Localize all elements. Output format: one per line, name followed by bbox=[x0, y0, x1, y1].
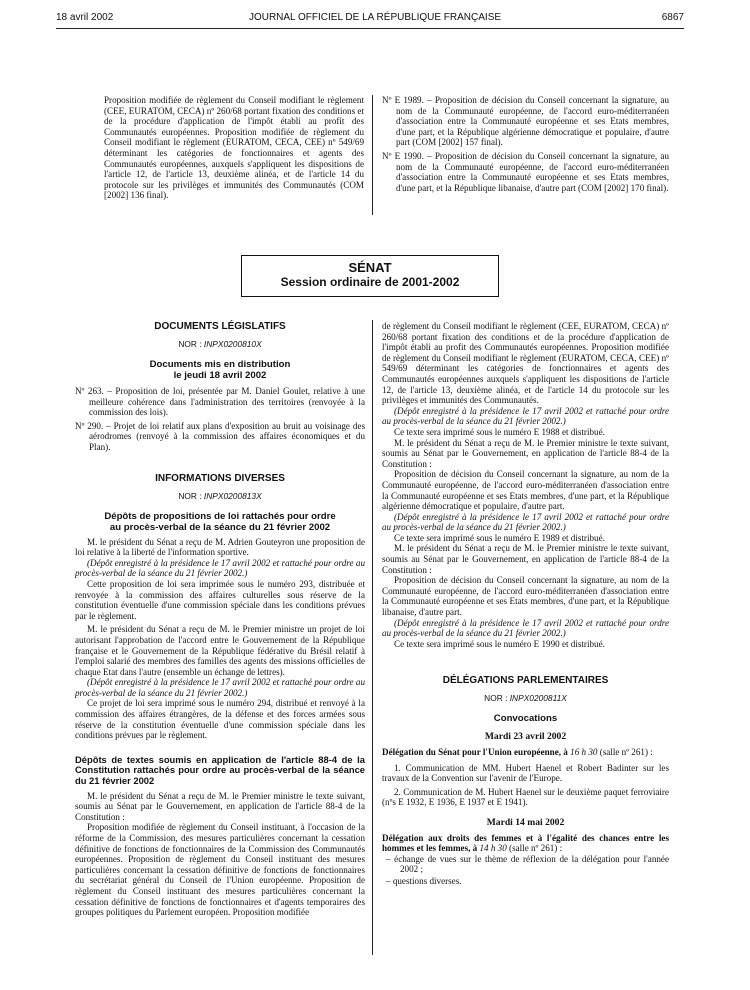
top-right-column bbox=[382, 95, 669, 193]
paragraph: Ce projet de loi sera imprimé sous le numéro 294, distribué et renvoyé à la commission des affaires étrangères, de la défense et des forces armées sous réserve de la constitution éventuelle d'une commission spéciale dans les conditions prévues par le règlement. bbox=[75, 698, 365, 741]
nor-label: NOR : bbox=[178, 490, 202, 501]
senat-title: SÉNAT bbox=[348, 260, 392, 275]
column-divider-top bbox=[372, 95, 373, 215]
paragraph: M. le président du Sénat a reçu de M. Adrien Gouteyron une proposition de loi relative à la liberté de l'information sportive. bbox=[75, 536, 365, 558]
right-column bbox=[382, 321, 669, 887]
doc-item-e1990: Nº E 1990. – Proposition de décision du Conseil concernant la signature, au nom de la Communauté européenne, de l'accord euro-méditerranéen d'association entre la Communauté européenne et ses Etats membres, d'une part, et la République libanaise, d'autre part (COM [2002] 170 final). bbox=[382, 150, 669, 193]
paragraph: M. le président du Sénat a reçu de M. le Premier ministre le texte suivant, soumis au Sénat par le Gouvernement, en application de l'article 88-4 de la Constitution : bbox=[382, 543, 669, 575]
textes-article-88-4-heading: Dépôts de textes soumis en application de l'article 88-4 de la Constitution rattachés pour ordre au procès-verbal de la séance du 21 février 2002 bbox=[75, 753, 365, 787]
nor-code: INPX0200811X bbox=[509, 693, 567, 704]
depots-heading-1: Dépôts de propositions de loi rattachés pour ordre bbox=[104, 510, 336, 522]
nor-label: NOR : bbox=[484, 693, 508, 704]
delegation-2-name: Délégation aux droits des femmes et à l'égalité des chances entre les hommes et les femmes, à bbox=[382, 832, 669, 854]
paragraph: Ce texte sera imprimé sous le numéro E 1989 et distribué. bbox=[394, 532, 605, 543]
paragraph: M. le président du Sénat a reçu de M. le Premier ministre un projet de loi autorisant l'approbation de l'accord entre le Gouvernement de la République française et le Gouvernement de la République fédérative du Brésil relatif à l'emploi salarié des membres des familles des agents des missions officielles de chaque Etat dans l'autre (ensemble un échange de lettres). bbox=[75, 624, 365, 677]
paragraph: M. le président du Sénat a reçu de M. le Premier ministre le texte suivant, soumis au Sénat par le Gouvernement, en application de l'article 88-4 de la Constitution : bbox=[382, 437, 669, 469]
paragraph: Proposition modifiée de règlement du Conseil instituant, à l'occasion de la réforme de la Commission, des mesures particulières concernant la cessation définitive de fonctions de fonctionnaires de la Commission des Communautés européennes. Proposition de règlement du Conseil instituant des mesures particulières concernant la cessation définitive de fonctions de fonctionnaires du secrétariat général du Conseil de l'Union européenne. Proposition de règlement du Conseil instituant des mesures particulières concernant la cessation définitive de fonctions de fonctionnaires et d'agents temporaires des groupes politiques du Parlement européen. Proposition modifiée bbox=[75, 822, 365, 918]
nor-code: INPX0200810X bbox=[203, 339, 262, 349]
column-divider-main bbox=[372, 320, 373, 955]
distribution-heading-2: le jeudi 18 avril 2002 bbox=[173, 370, 267, 381]
italic-note: (Dépôt enregistré à la présidence le 17 avril 2002 et rattaché pour ordre au procès-verbal de la séance du 21 février 2002.) bbox=[75, 557, 365, 579]
italic-note: (Dépôt enregistré à la présidence le 17 avril 2002 et rattaché pour ordre au procès-verbal de la séance du 21 février 2002.) bbox=[75, 677, 365, 698]
paragraph: de règlement du Conseil modifiant le règlement (CEE, EURATOM, CECA) nº 260/68 portant fixation des conditions et de la procédure d'application de l'impôt établi au profit des Communautés européennes. Proposition modifiée de règlement du Conseil modifiant le règlement (EURATOM, CECA, CEE) nº 549/69 déterminant les catégories de fonctionnaires et agents des Communautés européennes auxquels s'appliquent les dispositions de l'article 12, de l'article 13, deuxième alinéa, et de l'article 14 du protocole sur les privilèges et immunités des Communautés. bbox=[382, 321, 669, 406]
documents-legislatifs-heading: DOCUMENTS LÉGISLATIFS bbox=[154, 321, 286, 332]
delegation-1-room: (salle nº 261) : bbox=[599, 747, 653, 757]
italic-note: (Dépôt enregistré à la présidence le 17 avril 2002 et rattaché pour ordre au procès-verbal de la séance du 21 février 2002.) bbox=[382, 405, 669, 427]
left-column bbox=[75, 321, 365, 918]
header-date: 18 avril 2002 bbox=[56, 12, 114, 23]
convocations-heading: Convocations bbox=[493, 713, 558, 725]
delegations-heading: DÉLÉGATIONS PARLEMENTAIRES bbox=[442, 675, 609, 687]
agenda-item: 2. Communication de M. Hubert Haenel sur le deuxième paquet ferroviaire (nºs E 1932, E 1936, E 1937 et E 1941). bbox=[382, 786, 669, 808]
paragraph: M. le président du Sénat a reçu de M. le Premier ministre le texte suivant, soumis au Sénat par le Gouvernement, en application de l'article 88-4 de la Constitution : bbox=[75, 790, 365, 822]
agenda-item: 1. Communication de MM. Hubert Haenel et Robert Badinter sur les travaux de la Convention sur l'avenir de l'Europe. bbox=[382, 762, 669, 784]
delegation-1-time: 16 h 30 bbox=[570, 747, 598, 757]
header-journal-title: JOURNAL OFFICIEL DE LA RÉPUBLIQUE FRANÇAISE bbox=[248, 12, 502, 23]
senat-title-box bbox=[241, 255, 499, 297]
distribution-heading-1: Documents mis en distribution bbox=[149, 359, 291, 370]
paragraph: Ce texte sera imprimé sous le numéro E 1988 et distribué. bbox=[394, 426, 605, 437]
agenda-item: – échange de vues sur le thème de réflexion de la délégation pour l'année 2002 ; bbox=[386, 853, 669, 875]
header-page-number: 6867 bbox=[661, 12, 684, 23]
nor-reference-2 bbox=[75, 491, 365, 501]
header-rule bbox=[56, 28, 684, 29]
paragraph: Cette proposition de loi sera imprimée sous le numéro 293, distribuée et renvoyée à la commission des affaires culturelles sous réserve de la constitution éventuelle d'une commission spéciale dans les conditions prévues par le règlement. bbox=[75, 578, 365, 621]
meeting-date-2: Mardi 14 mai 2002 bbox=[486, 816, 565, 828]
nor-reference-1 bbox=[75, 339, 365, 349]
paragraph: Proposition de décision du Conseil concernant la signature, au nom de la Communauté européenne, de l'accord euro-méditerranéen d'association entre la Communauté européenne et ses Etats membres, d'une part, et la République libanaise, d'autre part. bbox=[382, 575, 669, 618]
depots-heading-2: au procès-verbal de la séance du 21 février 2002 bbox=[109, 521, 331, 533]
delegation-1-name: Délégation du Sénat pour l'Union européenne, à bbox=[382, 747, 568, 757]
nor-code: INPX0200813X bbox=[203, 490, 262, 501]
doc-item-263: Nº 263. – Proposition de loi, présentée par M. Daniel Goulet, relative à une meilleure cohérence dans l'administration des territoires (renvoyée à la commission des lois). bbox=[75, 386, 365, 418]
delegation-2-time: 14 h 30 bbox=[479, 843, 507, 854]
agenda-item: – questions diverses. bbox=[386, 875, 462, 886]
delegation-2-room: (salle nº 261) : bbox=[509, 843, 563, 854]
nor-reference-3 bbox=[382, 693, 669, 703]
session-title: Session ordinaire de 2001-2002 bbox=[280, 275, 460, 289]
delegation-1-line bbox=[382, 747, 669, 758]
paragraph: Proposition de décision du Conseil concernant la signature, au nom de la Communauté européenne, de l'accord euro-méditerranéen d'association entre la Communauté européenne et ses Etats membres, d'une part, et la République algérienne démocratique et populaire, d'autre part. bbox=[382, 469, 669, 512]
nor-label: NOR : bbox=[178, 339, 202, 349]
italic-note: (Dépôt enregistré à la présidence le 17 avril 2002 et rattaché pour ordre au procès-verbal de la séance du 21 février 2002.) bbox=[382, 511, 669, 533]
doc-item-e1989: Nº E 1989. – Proposition de décision du Conseil concernant la signature, au nom de la Communauté européenne, de l'accord euro-méditerranéen d'association entre la Communauté européenne et ses Etats membres, d'une part, et la République algérienne démocratique et populaire, d'autre part (COM [2002] 157 final). bbox=[382, 95, 669, 148]
informations-diverses-heading: INFORMATIONS DIVERSES bbox=[155, 472, 285, 484]
top-left-column bbox=[104, 95, 364, 201]
delegation-2-line bbox=[382, 833, 669, 854]
doc-item-290: Nº 290. – Projet de loi relatif aux plans d'exposition au bruit au voisinage des aérodromes (renvoyé à la commission des affaires économiques et du Plan). bbox=[75, 420, 365, 452]
paragraph: Ce texte sera imprimé sous le numéro E 1990 et distribué. bbox=[394, 638, 605, 649]
top-left-paragraph: Proposition modifiée de règlement du Conseil modifiant le règlement (CEE, EURATOM, CECA) nº 260/68 portant fixation des conditions et de la procédure d'application de l'impôt établi au profit des Communautés européennes. Proposition modifiée de règlement du Conseil modifiant le règlement (EURATOM, CECA, CEE) nº 549/69 déterminant les catégories de fonctionnaires et agents des Communautés européennes, auxquels s'appliquent les dispositions de l'article 12, de l'article 13, deuxième alinéa, et de l'article 14 du protocole sur les privilèges et immunités des Communautés (COM [2002] 136 final). bbox=[104, 95, 364, 201]
italic-note: (Dépôt enregistré à la présidence le 17 avril 2002 et rattaché pour ordre au procès-verbal de la séance du 21 février 2002.) bbox=[382, 617, 669, 639]
meeting-date-1: Mardi 23 avril 2002 bbox=[484, 731, 567, 743]
